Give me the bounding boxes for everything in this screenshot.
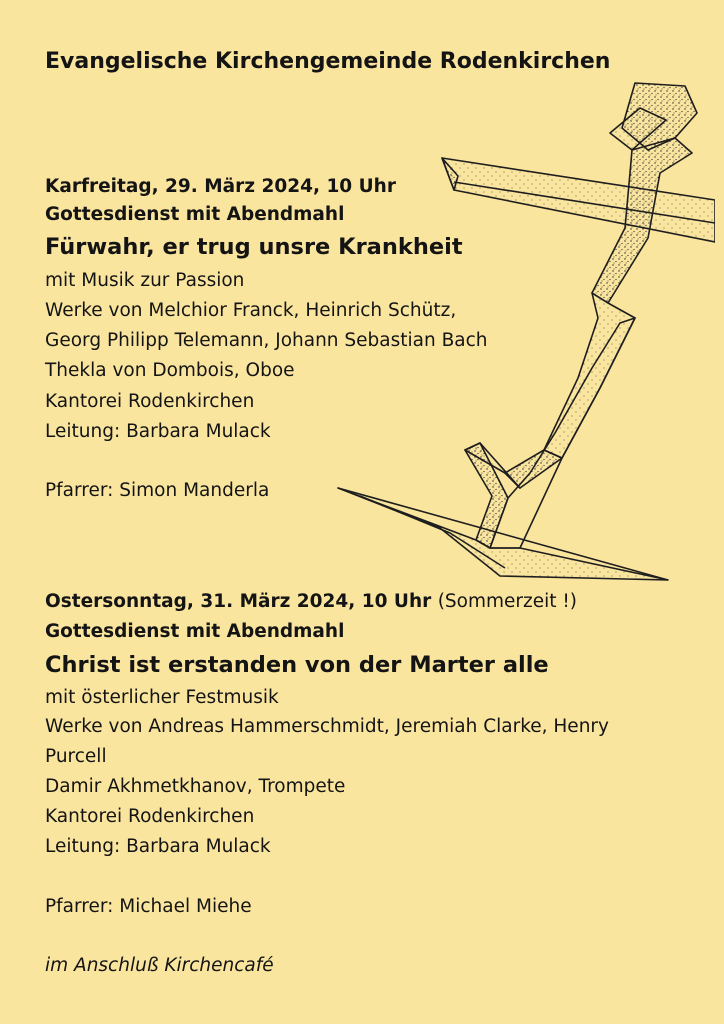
easter-pastor: Pfarrer: Michael Miehe (45, 896, 252, 917)
easter-date: Ostersonntag, 31. März 2024, 10 Uhr (45, 591, 432, 612)
good-friday-line: Werke von Melchior Franck, Heinrich Schütz, (45, 300, 457, 321)
easter-line: mit österlicher Festmusik (45, 687, 279, 708)
parish-title: Evangelische Kirchengemeinde Rodenkirchen (45, 49, 611, 74)
good-friday-line: Leitung: Barbara Mulack (45, 421, 271, 442)
easter-line: Purcell (45, 746, 107, 767)
good-friday-line: Georg Philipp Telemann, Johann Sebastian Bach (45, 330, 488, 351)
good-friday-date: Karfreitag, 29. März 2024, 10 Uhr (45, 176, 396, 197)
good-friday-title: Fürwahr, er trug unsre Krankheit (45, 234, 463, 260)
easter-line: Damir Akhmetkhanov, Trompete (45, 776, 346, 797)
easter-title: Christ ist erstanden von der Marter alle (45, 652, 549, 678)
easter-line: Leitung: Barbara Mulack (45, 836, 271, 857)
easter-date-note: (Sommerzeit !) (437, 591, 578, 612)
good-friday-line: mit Musik zur Passion (45, 270, 245, 291)
easter-service: Gottesdienst mit Abendmahl (45, 621, 345, 642)
church-cafe-note: im Anschluß Kirchencafé (45, 955, 274, 976)
easter-line: Kantorei Rodenkirchen (45, 806, 255, 827)
good-friday-service: Gottesdienst mit Abendmahl (45, 204, 345, 225)
good-friday-line: Kantorei Rodenkirchen (45, 391, 255, 412)
good-friday-line: Thekla von Dombois, Oboe (45, 360, 295, 381)
good-friday-pastor: Pfarrer: Simon Manderla (45, 480, 270, 501)
easter-line: Werke von Andreas Hammerschmidt, Jeremiah Clarke, Henry (45, 716, 609, 737)
easter-date-row (45, 593, 577, 612)
